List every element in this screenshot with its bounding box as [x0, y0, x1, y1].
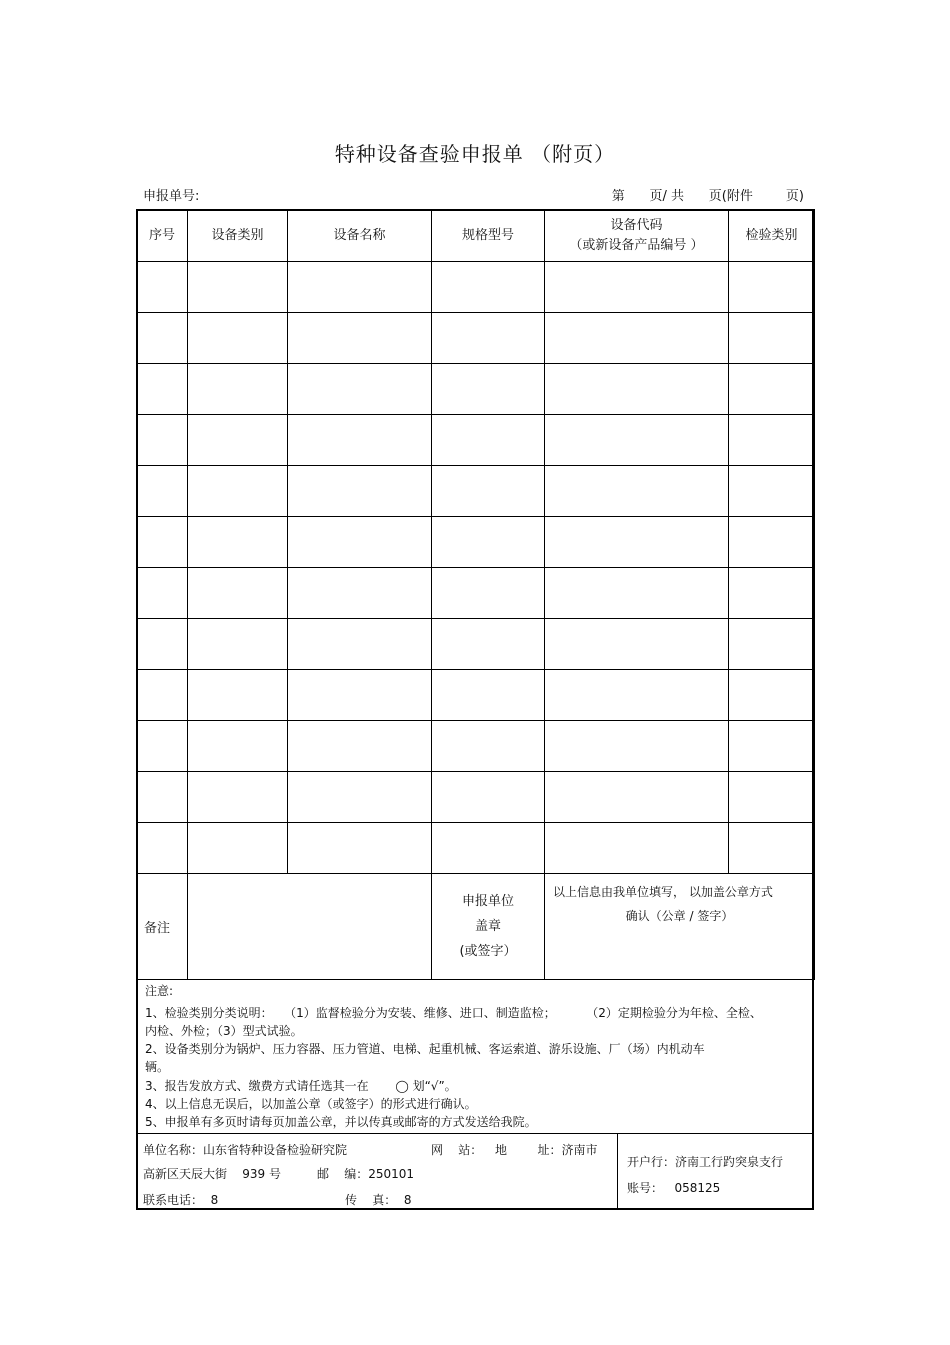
col-header-spec-model: 规格型号: [432, 210, 545, 262]
note-2-cont: 辆。: [145, 1060, 170, 1074]
footer-account: 账号： 058125: [627, 1181, 721, 1195]
form-border: [136, 209, 814, 1210]
page-count-info: 第 页/ 共 页(附件 页): [611, 189, 804, 204]
notes-heading: 注意:: [145, 984, 174, 998]
footer-bank: 开户行：济南工行趵突泉支行: [627, 1155, 784, 1169]
report-number-label: 申报单号:: [143, 189, 200, 204]
confirmation-text-2: 确认（公章 / 签字）: [625, 909, 734, 923]
col-header-serial: 序号: [137, 210, 188, 262]
col-header-inspection-type: 检验类别: [729, 210, 815, 262]
footer-postcode: 邮 编：250101: [317, 1167, 415, 1181]
equipment-code-label: 设备代码: [610, 217, 663, 233]
stamp-line-2: 盖章: [474, 919, 501, 934]
page-title: 特种设备查验申报单 （附页）: [334, 142, 616, 166]
footer-address: 地 址：济南市: [495, 1143, 598, 1157]
note-1: 1、检验类别分类说明： （1）监督检验分为安装、维修、进口、制造监检； （2）定期检验分为年检、全检、: [145, 1006, 762, 1020]
col-header-equipment-category: 设备类别: [188, 210, 288, 262]
confirmation-text-1: 以上信息由我单位填写， 以加盖公章方式: [553, 885, 773, 899]
footer-fax: 传 真： 8: [345, 1193, 412, 1207]
stamp-line-3: (或签字）: [459, 944, 517, 959]
footer-website: 网 站：: [431, 1143, 483, 1157]
note-3: 3、报告发放方式、缴费方式请任选其一在 ◯ 划“√”。: [145, 1079, 457, 1093]
col-header-equipment-name: 设备名称: [288, 210, 432, 262]
stamp-line-1: 申报单位: [461, 894, 514, 909]
note-1-cont: 内检、外检；（3）型式试验。: [145, 1024, 303, 1038]
footer-phone: 联系电话： 8: [143, 1193, 219, 1207]
note-2: 2、设备类别分为锅炉、压力容器、压力管道、电梯、起重机械、客运索道、游乐设施、厂（场）内机动车: [145, 1042, 705, 1056]
remarks-label: 备注: [137, 874, 188, 980]
equipment-code-sublabel: （或新设备产品编号 ）: [569, 237, 704, 253]
note-4: 4、以上信息无误后，以加盖公章（或签字）的形式进行确认。: [145, 1097, 477, 1111]
footer-unit-name: 单位名称：山东省特种设备检验研究院: [143, 1143, 348, 1157]
note-5: 5、申报单有多页时请每页加盖公章，并以传真或邮寄的方式发送给我院。: [145, 1115, 537, 1129]
footer-address-cont: 高新区天辰大街 939 号: [143, 1167, 281, 1181]
